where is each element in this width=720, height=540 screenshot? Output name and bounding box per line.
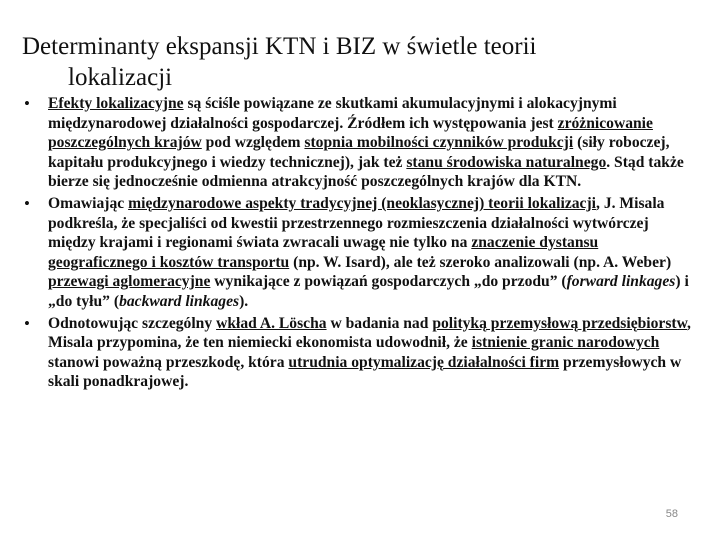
bullet-item bbox=[14, 94, 694, 192]
bullet-marker-icon: • bbox=[24, 313, 30, 333]
underlined-phrase: znaczenie dystansu geograficznego i kosztów transportu bbox=[48, 234, 599, 271]
bullet-item bbox=[14, 194, 694, 312]
underlined-phrase: międzynarodowe aspekty tradycyjnej (neoklasycznej) teorii lokalizacji bbox=[128, 194, 597, 212]
text-run: Odnotowując szczególny bbox=[48, 314, 217, 332]
underlined-phrase: wkład A. Löscha bbox=[216, 314, 327, 332]
text-run: ). bbox=[239, 292, 249, 310]
bullet-text bbox=[48, 315, 691, 391]
bullet-item bbox=[14, 314, 694, 392]
underlined-phrase: istnienie granic narodowych bbox=[471, 334, 660, 352]
text-run: (siły roboczej, kapitału produkcyjnego i wiedzy technicznej), jak też bbox=[48, 134, 670, 171]
text-run: , J. Misala podkreśla, że specjaliści od kwestii przestrzennego rozmieszczenia działalności wytwórczej między krajami i regionami świata zwracali uwagę nie tylko na bbox=[48, 194, 665, 252]
text-run: (np. W. Isard), ale też szeroko analizowali (np. A. Weber) bbox=[289, 253, 672, 271]
text-run: Omawiając bbox=[48, 194, 129, 212]
text-run: ) i „do tyłu” ( bbox=[48, 273, 689, 310]
slide-title-line-2: lokalizacji bbox=[68, 63, 173, 91]
bullet-marker-icon: • bbox=[24, 94, 30, 113]
text-run: stanowi poważną przeszkodę, która bbox=[48, 353, 289, 371]
underlined-phrase: stanu środowiska naturalnego bbox=[406, 153, 607, 171]
bullet-marker-icon: • bbox=[24, 193, 30, 213]
bullet-list bbox=[14, 94, 694, 394]
text-run: , Misala przypomina, że ten niemiecki ekonomista udowodnił, że bbox=[48, 314, 691, 352]
slide-title bbox=[22, 31, 702, 93]
text-run: wynikające z powiązań gospodarczych „do przodu” ( bbox=[210, 273, 567, 291]
bullet-text bbox=[48, 95, 684, 190]
text-run: przemysłowych w skali ponadkrajowej. bbox=[48, 353, 682, 391]
underlined-phrase: przewagi aglomeracyjne bbox=[48, 273, 211, 291]
underlined-phrase: zróżnicowanie poszczególnych krajów bbox=[48, 114, 653, 152]
bullet-text bbox=[48, 195, 689, 310]
underlined-phrase: polityką przemysłową przedsiębiorstw bbox=[432, 314, 687, 332]
italic-phrase: forward linkages bbox=[566, 273, 676, 291]
text-run: . Stąd także bierze się jednocześnie odmienna atrakcyjność poszczególnych krajów dla KTN. bbox=[48, 153, 684, 191]
text-run: w badania nad bbox=[326, 314, 433, 332]
text-run: pod względem bbox=[201, 134, 305, 152]
italic-phrase: backward linkages bbox=[119, 292, 240, 310]
underlined-phrase: Efekty lokalizacyjne bbox=[48, 95, 184, 112]
underlined-phrase: stopnia mobilności czynników produkcji bbox=[304, 134, 574, 152]
text-run: są ściśle powiązane ze skutkami akumulacyjnymi i alokacyjnymi międzynarodowej działalności gospodarczej. Źródłem ich występowania jest bbox=[48, 95, 617, 132]
slide-title-line-1: Determinanty ekspansji KTN i BIZ w świetle teorii bbox=[22, 32, 537, 60]
underlined-phrase: utrudnia optymalizację działalności firm bbox=[288, 353, 560, 371]
page-number: 58 bbox=[665, 508, 678, 520]
